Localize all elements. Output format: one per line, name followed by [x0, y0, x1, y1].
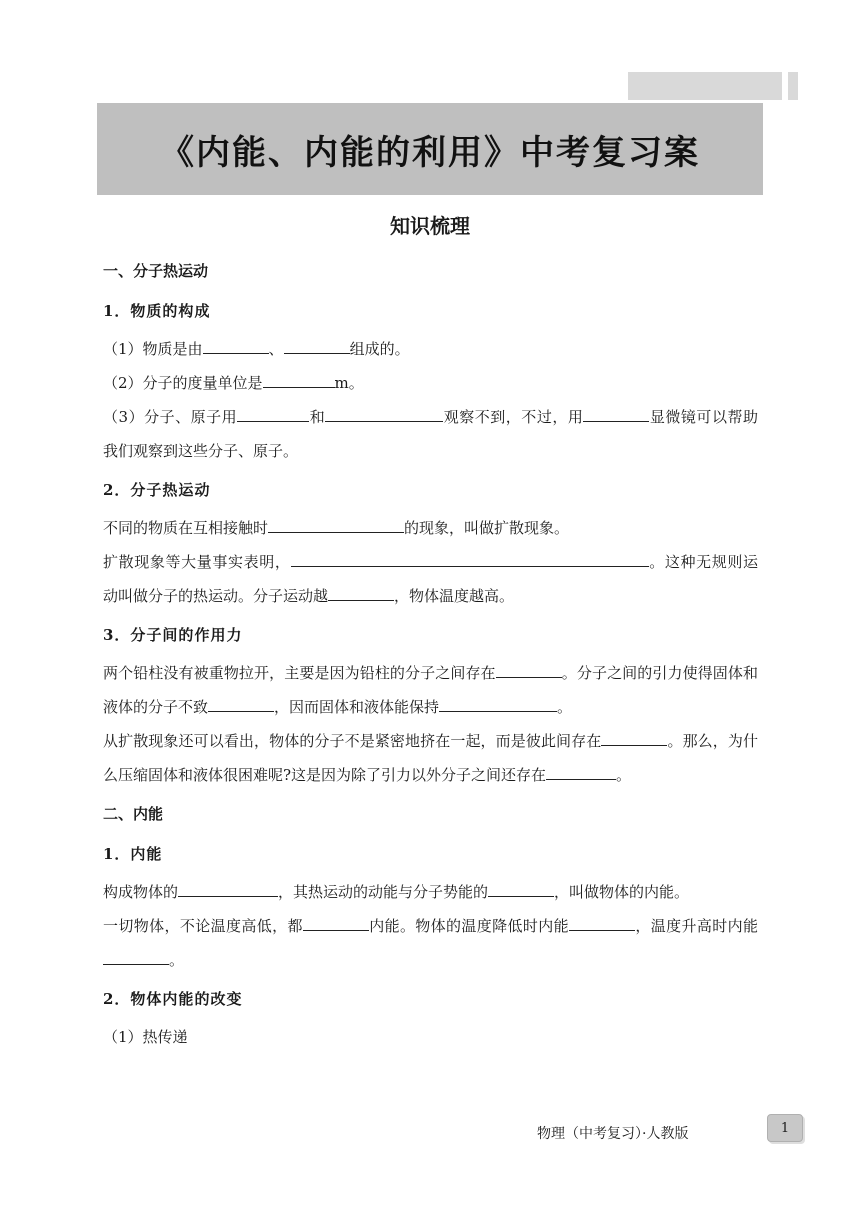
text: 。 — [557, 698, 573, 716]
text: m。 — [334, 374, 364, 392]
text: ，因而固体和液体能保持 — [274, 698, 440, 716]
subsection-heading-1-2: 2．分子热运动 — [103, 481, 211, 499]
fill-blank — [178, 880, 278, 897]
text: （2）分子的度量单位是 — [103, 374, 263, 392]
fill-blank — [237, 405, 309, 422]
fill-blank — [583, 405, 649, 422]
header-decoration-bar — [628, 72, 782, 100]
text: 内能。物体的温度降低时内能 — [368, 917, 570, 935]
text: 的现象，叫做扩散现象。 — [404, 519, 570, 537]
text: ，物体温度越高。 — [394, 587, 515, 605]
fill-blank — [203, 337, 269, 354]
text: ，叫做物体的内能。 — [554, 883, 690, 901]
text: 观察不到，不过，用 — [443, 408, 584, 426]
text: 显微镜可以帮助我们观察到这些分子、原子。 — [103, 408, 758, 460]
paragraph-molecule-unit — [103, 366, 758, 400]
page-number: 1 — [767, 1114, 803, 1142]
title-band — [97, 103, 763, 195]
text: 。那么，为什么压缩固体和液体很困难呢?这是因为除了引力以外分子之间还存在 — [103, 732, 758, 784]
text: 、 — [268, 340, 284, 358]
fill-blank — [496, 661, 562, 678]
paragraph-intermolecular-force — [103, 656, 758, 724]
subsection-heading-1-1: 1．物质的构成 — [103, 302, 211, 320]
fill-blank — [268, 516, 404, 533]
section-subtitle: 知识梳理 — [390, 214, 470, 238]
fill-blank — [263, 371, 335, 388]
text: 组成的。 — [349, 340, 410, 358]
text: 。这种无规则运动叫做分子的热运动。分子运动越 — [103, 553, 758, 605]
text: 两个铅柱没有被重物拉开，主要是因为铅柱的分子之间存在 — [103, 664, 496, 682]
text: 和 — [309, 408, 326, 426]
section-heading-1: 一、分子热运动 — [103, 262, 209, 280]
fill-blank — [328, 584, 394, 601]
text: 不同的物质在互相接触时 — [103, 519, 269, 537]
page-title: 《内能、内能的利用》中考复习案 — [160, 132, 700, 173]
paragraph-matter-composition — [103, 332, 758, 366]
paragraph-energy-temperature — [103, 909, 758, 977]
fill-blank — [488, 880, 554, 897]
paragraph-diffusion — [103, 511, 758, 545]
fill-blank — [569, 914, 635, 931]
fill-blank — [546, 763, 582, 780]
text: 。分子之间的引力使得固体和液体的分子不致 — [103, 664, 758, 716]
text: ，其热运动的动能与分子势能的 — [278, 883, 489, 901]
text: 。 — [616, 766, 632, 784]
text: 。 — [169, 951, 185, 969]
paragraph-heat-transfer: （1）热传递 — [103, 1028, 188, 1046]
paragraph-molecular-gap — [103, 724, 758, 792]
text: 一切物体，不论温度高低，都 — [103, 917, 303, 935]
fill-blank — [303, 914, 369, 931]
text: 从扩散现象还可以看出，物体的分子不是紧密地挤在一起，而是彼此间存在 — [103, 732, 602, 750]
text: ，温度升高时内能 — [635, 917, 758, 935]
text: （3）分子、原子用 — [103, 408, 238, 426]
fill-blank — [103, 948, 169, 965]
subsection-heading-2-1: 1．内能 — [103, 845, 163, 863]
fill-blank — [208, 695, 274, 712]
fill-blank — [291, 550, 649, 567]
section-heading-2: 二、内能 — [103, 805, 164, 823]
subsection-heading-2-2: 2．物体内能的改变 — [103, 990, 243, 1008]
fill-blank — [325, 405, 443, 422]
fill-blank — [601, 729, 667, 746]
paragraph-thermal-motion — [103, 545, 758, 613]
paragraph-internal-energy — [103, 875, 758, 909]
fill-blank — [582, 763, 616, 780]
fill-blank — [439, 695, 557, 712]
text: 构成物体的 — [103, 883, 179, 901]
paragraph-observation — [103, 400, 758, 468]
header-decoration-tab — [788, 72, 798, 100]
text: （1）物质是由 — [103, 340, 203, 358]
subsection-heading-1-3: 3．分子间的作用力 — [103, 626, 243, 644]
text: 扩散现象等大量事实表明， — [103, 553, 291, 571]
footer-text: 物理（中考复习）·人教版 — [537, 1126, 689, 1142]
document-body — [103, 262, 758, 1054]
fill-blank — [284, 337, 350, 354]
